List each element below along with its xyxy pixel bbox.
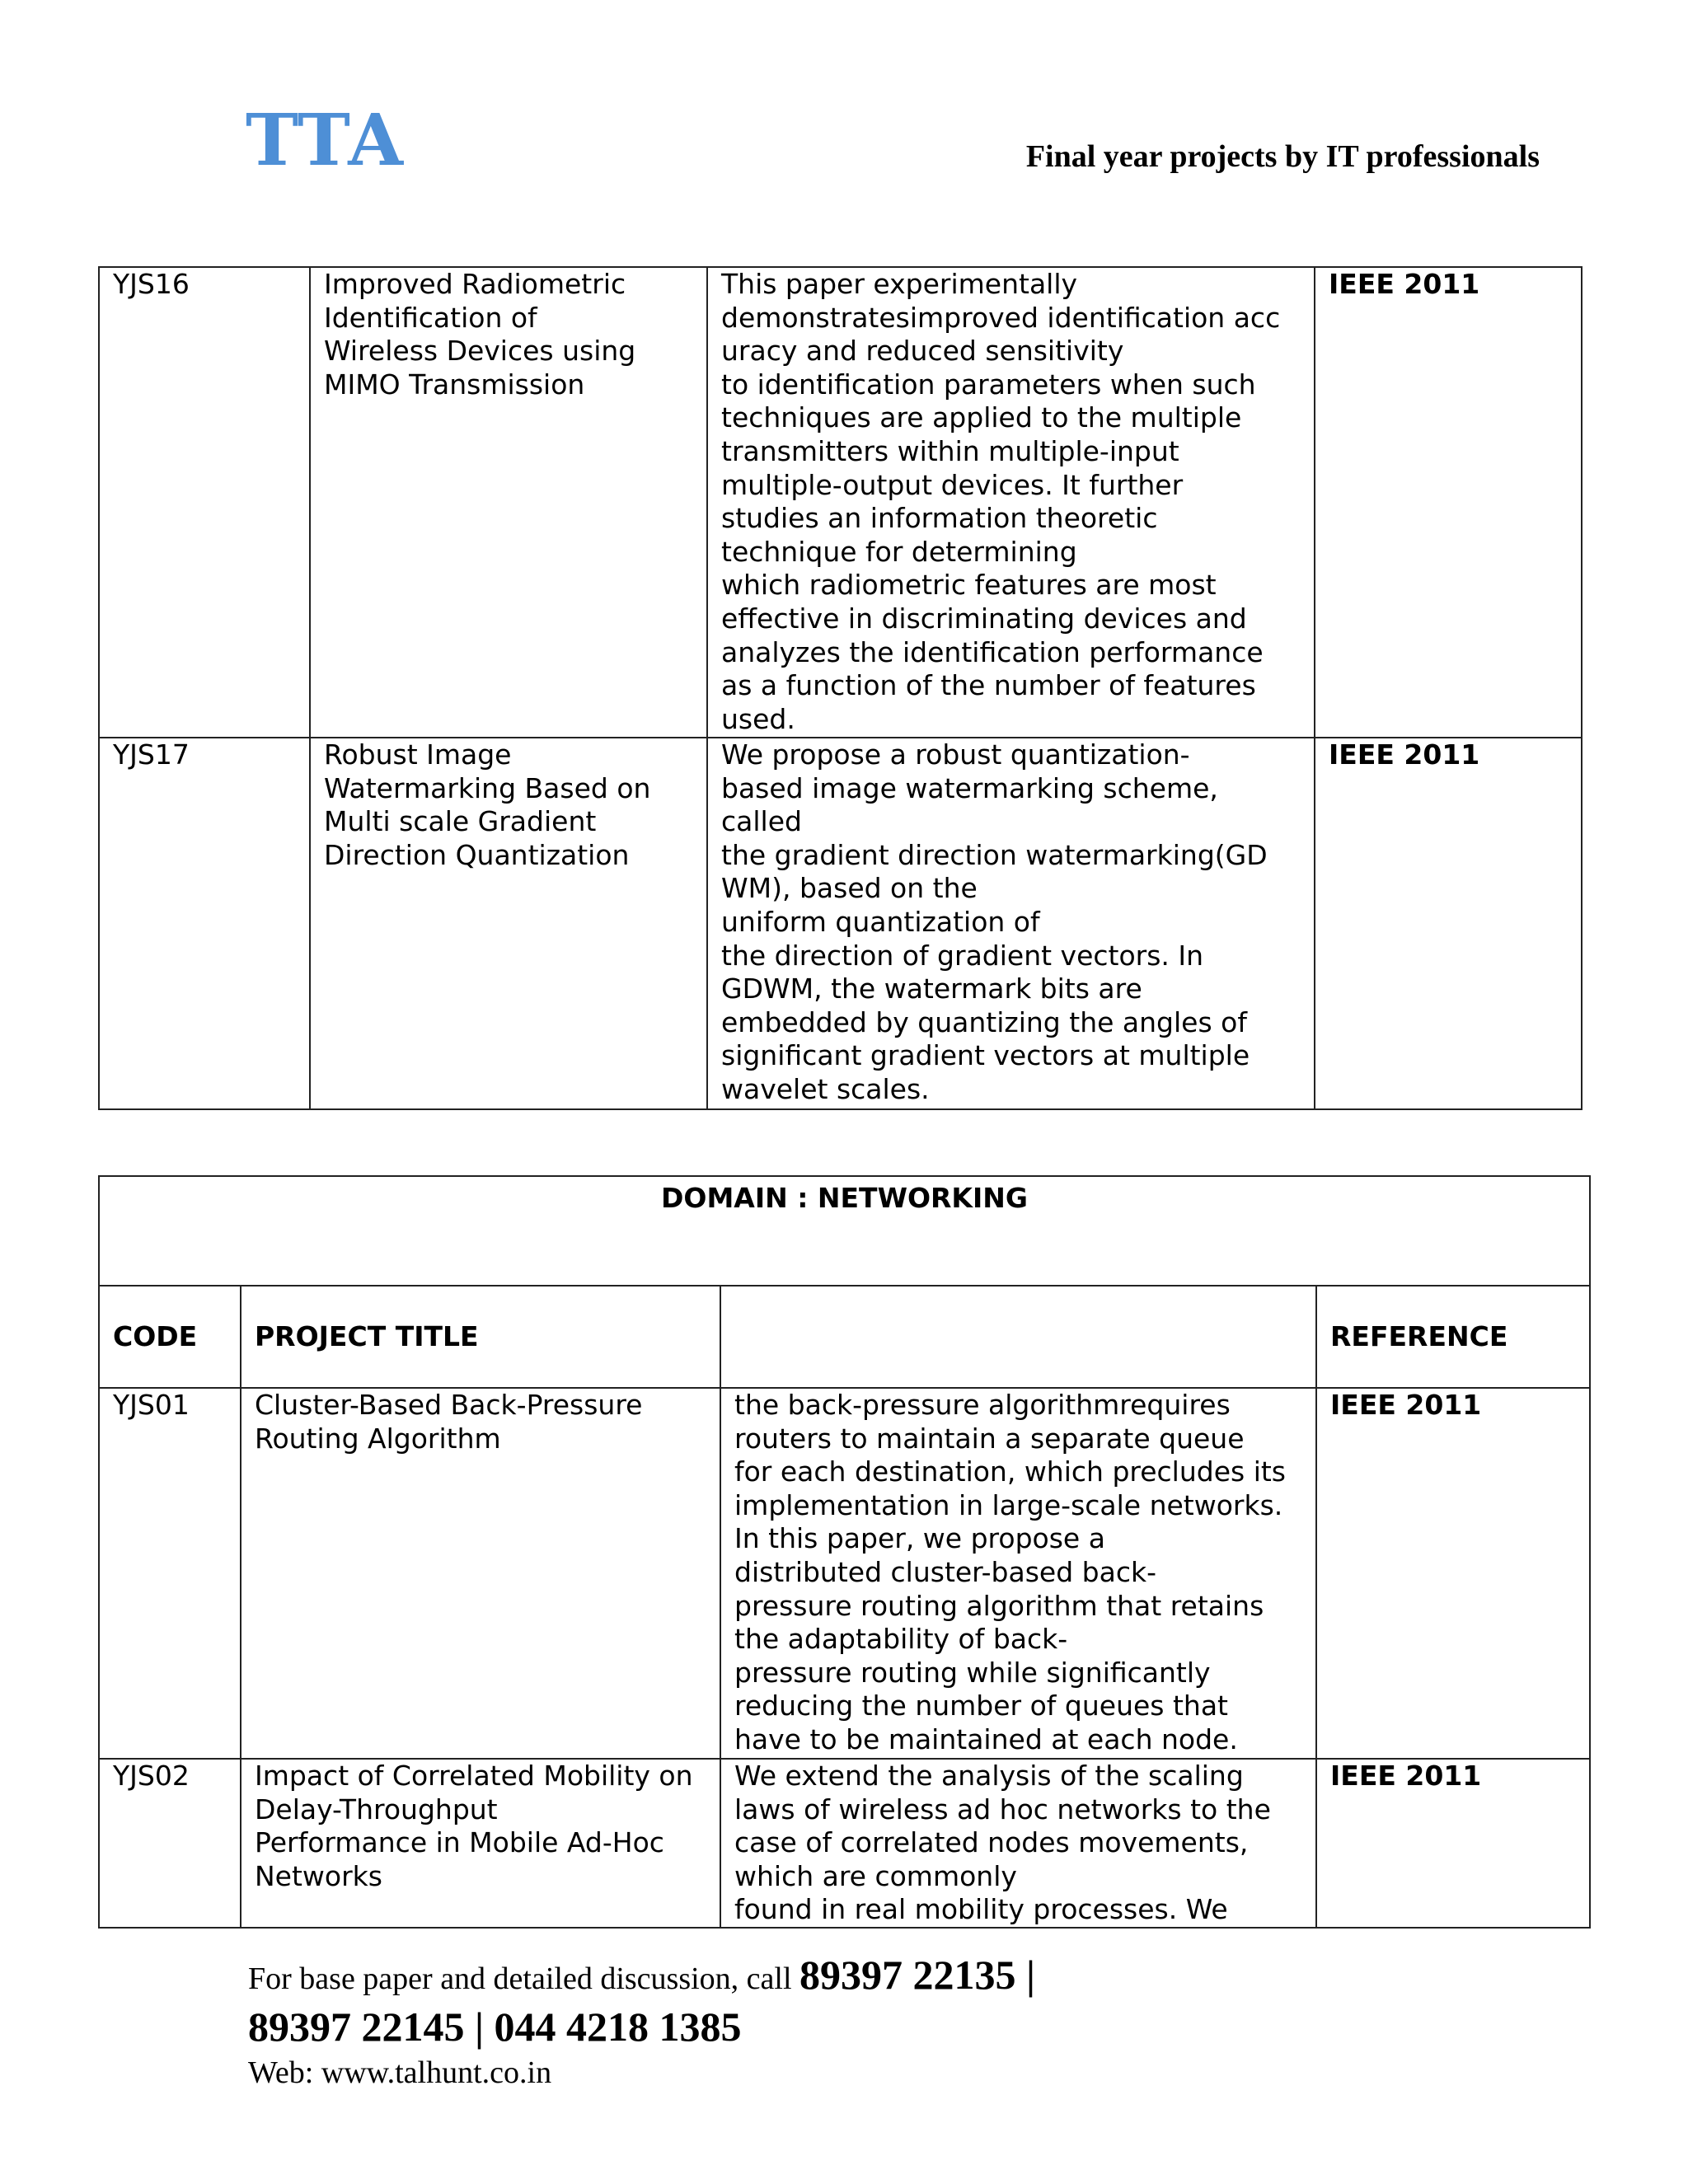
tta-logo: TTA: [246, 99, 405, 182]
header-row: [99, 1286, 1590, 1388]
table-row: [99, 1388, 1590, 1759]
table-row: [99, 267, 1582, 738]
description-cell: We propose a robust quantization- based image watermarking scheme, called the gradient direction watermarking(GD WM), based on the uniform quantization of the direction of gradient vectors. In GDWM, the watermark bits are embedded by quantizing the angles of significant gradient vectors at multiple wavelet scales.: [707, 738, 1315, 1109]
code-cell: YJS16: [99, 267, 310, 738]
title-cell: Robust Image Watermarking Based on Multi scale Gradient Direction Quantization: [310, 738, 707, 1109]
projects-table-continued: [98, 266, 1582, 1110]
description-cell: This paper experimentally demonstratesimproved identification acc uracy and reduced sensitivity to identification parameters when such techniques are applied to the multiple transmitters within multiple-input multiple-output devices. It further studies an information theoretic technique for determining which radiometric features are most effective in discriminating devices and analyzes the identification performance as a function of the number of features used.: [707, 267, 1315, 738]
description-cell: the back-pressure algorithmrequires routers to maintain a separate queue for each destination, which precludes its implementation in large-scale networks. In this paper, we propose a distributed cluster-based back- pressure routing algorithm that retains the adaptability of back- pressure routing while significantly reducing the number of queues that have to be maintained at each node.: [720, 1388, 1316, 1759]
reference-cell: IEEE 2011: [1315, 738, 1582, 1109]
table-row: [99, 1759, 1590, 1928]
header-reference: REFERENCE: [1316, 1286, 1590, 1388]
header-description: [720, 1286, 1316, 1388]
code-cell: YJS02: [99, 1759, 241, 1928]
call-line: [248, 1953, 1035, 2000]
title-cell: Improved Radiometric Identification of Wireless Devices using MIMO Transmission: [310, 267, 707, 738]
header-tagline: Final year projects by IT professionals: [1025, 139, 1540, 174]
reference-cell: IEEE 2011: [1316, 1759, 1590, 1928]
domain-title: DOMAIN : NETWORKING: [99, 1176, 1590, 1286]
reference-cell: IEEE 2011: [1316, 1388, 1590, 1759]
title-cell: Impact of Correlated Mobility on Delay-Throughput Performance in Mobile Ad-Hoc Networks: [241, 1759, 720, 1928]
phone-numbers: 89397 22145 | 044 4218 1385: [248, 2004, 742, 2050]
call-prefix: For base paper and detailed discussion, call: [248, 1961, 800, 1996]
header-code: CODE: [99, 1286, 241, 1388]
description-cell: We extend the analysis of the scaling laws of wireless ad hoc networks to the case of correlated nodes movements, which are commonly found in real mobility processes. We: [720, 1759, 1316, 1928]
code-cell: YJS01: [99, 1388, 241, 1759]
website: Web: www.talhunt.co.in: [248, 2055, 552, 2090]
header-project-title: PROJECT TITLE: [241, 1286, 720, 1388]
networking-domain-table: [98, 1175, 1591, 1929]
table-row: [99, 738, 1582, 1109]
phone-primary: 89397 22135 |: [799, 1952, 1036, 1998]
title-cell: Cluster-Based Back-Pressure Routing Algorithm: [241, 1388, 720, 1759]
reference-cell: IEEE 2011: [1315, 267, 1582, 738]
contact-footer: [248, 1953, 1035, 2093]
code-cell: YJS17: [99, 738, 310, 1109]
